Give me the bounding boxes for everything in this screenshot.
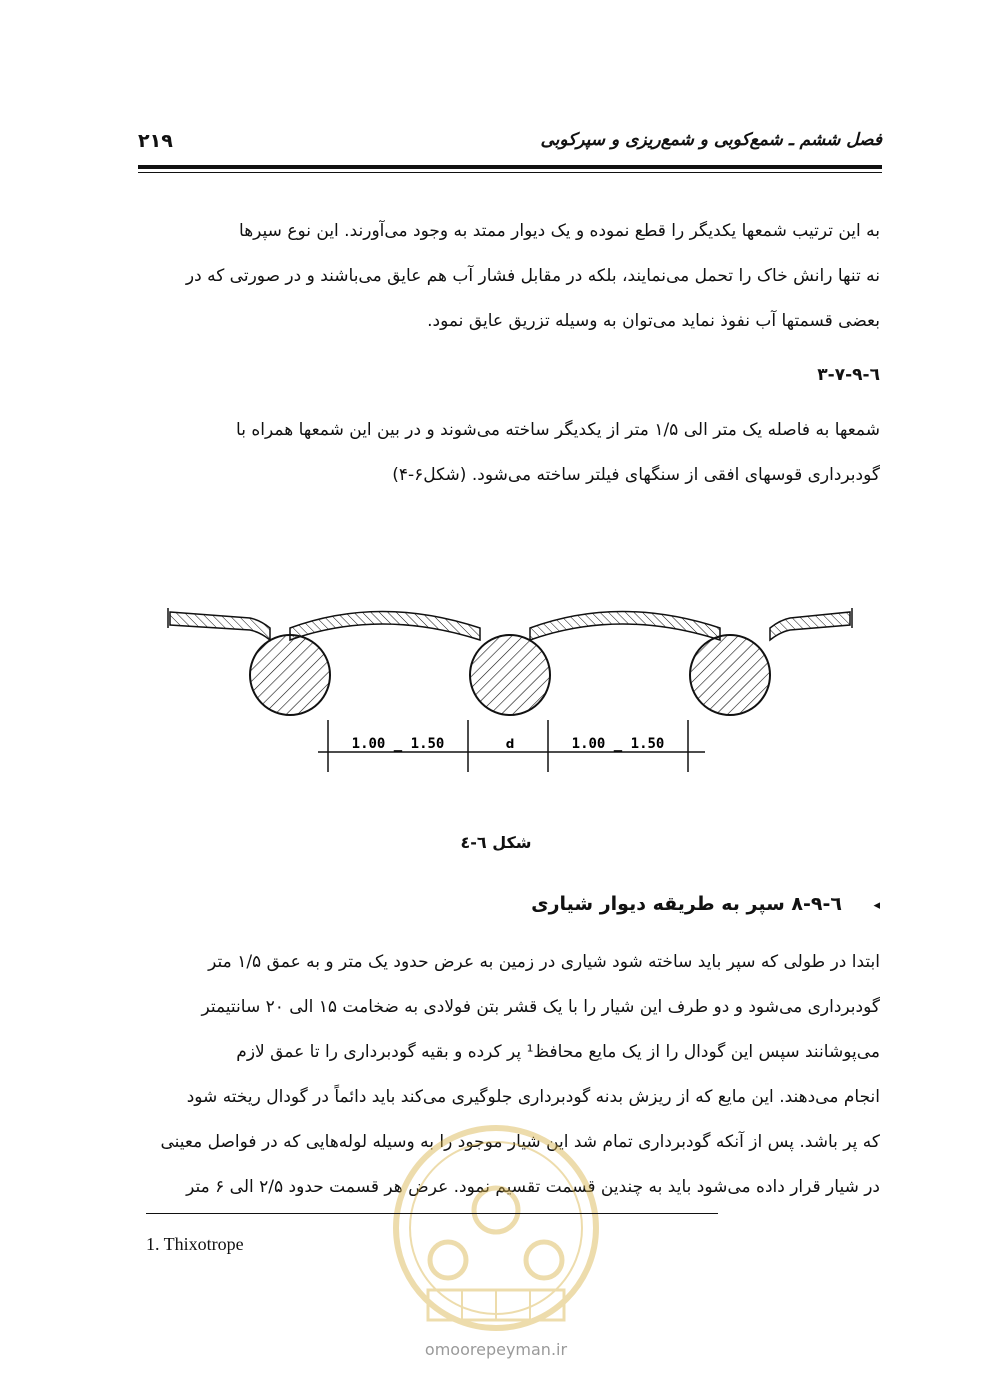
piles [250, 635, 770, 715]
watermark-seal-icon [388, 1110, 604, 1346]
bullet-icon: ◂ [873, 898, 880, 913]
paragraph-line: بعضی قسمتها آب نفوذ نماید می‌توان به وسیله تزریق عایق نمود. [427, 311, 880, 331]
paragraph-line: نه تنها رانش خاک را تحمل می‌نمایند، بلکه در مقابل فشار آب هم عایق می‌باشند و در صورتی که در [185, 266, 880, 286]
paragraph-line: ابتدا در طولی که سپر باید ساخته شود شیاری در زمین به عرض حدود یک متر و به عمق ۱/۵ متر [208, 952, 880, 972]
watermark-logo [388, 1110, 604, 1350]
section-heading: ٦-٩-٨ سپر به طریقه دیوار شیاری [531, 893, 842, 915]
pile-arch-figure [160, 580, 860, 784]
page-number: ۲۱۹ [138, 130, 173, 152]
paragraph-line: گودبرداری قوسهای افقی از سنگهای فیلتر ساخته می‌شود. (شکل۶-۴) [392, 465, 880, 485]
paragraph-line: می‌پوشانند سپس این گودال را از یک مایع محافظ¹ پر کرده و بقیه گودبرداری را تا عمق لازم [236, 1042, 880, 1062]
paragraph-line: گودبرداری می‌شود و دو طرف این شیار را با یک قشر بتن فولادی به ضخامت ۱۵ الی ۲۰ سانتیمتر [201, 997, 880, 1017]
paragraph-line: به این ترتیب شمعها یکدیگر را قطع نموده و یک دیوار ممتد به وجود می‌آورند. این نوع سپرها [239, 221, 880, 241]
chapter-title: فصل ششم ـ شمع‌کوبی و شمع‌ریزی و سپرکوبی [540, 130, 882, 150]
paragraph-line: که پر باشد. پس از آنکه گودبرداری تمام شد این شیار موجود را به وسیله لوله‌هایی که در فواصل معینی [160, 1132, 880, 1152]
paragraph-line: انجام می‌دهند. این مایع که از ریزش بدنه گودبرداری جلوگیری می‌کند باید دائماً در گودال ریخته شود [186, 1087, 880, 1107]
paragraph-1 [138, 209, 880, 344]
watermark-url: omoorepeyman.ir [424, 1340, 568, 1359]
dimension-left-label: 1.00 _ 1.50 [351, 736, 445, 752]
dimension-right-label: 1.00 _ 1.50 [571, 736, 665, 752]
figure-caption: شکل ٦-٤ [460, 833, 532, 852]
header-rule-thin [138, 172, 882, 173]
dimension-middle-label: d [505, 737, 515, 751]
paragraph-line: در شیار قرار داده می‌شود باید به چندین قسمت تقسیم نمود. عرض هر قسمت حدود ۲/۵ الی ۶ متر [186, 1177, 880, 1197]
footnote-rule [146, 1213, 718, 1214]
pile-arch-diagram [160, 580, 860, 780]
header-rule [138, 165, 882, 169]
footnote: 1. Thixotrope [146, 1234, 244, 1254]
subsection-number: ٦-٩-٧-٣ [817, 365, 880, 385]
paragraph-2 [138, 408, 880, 498]
paragraph-line: شمعها به فاصله یک متر الی ۱/۵ متر از یکدیگر ساخته می‌شوند و در بین این شمعها همراه با [236, 420, 880, 440]
